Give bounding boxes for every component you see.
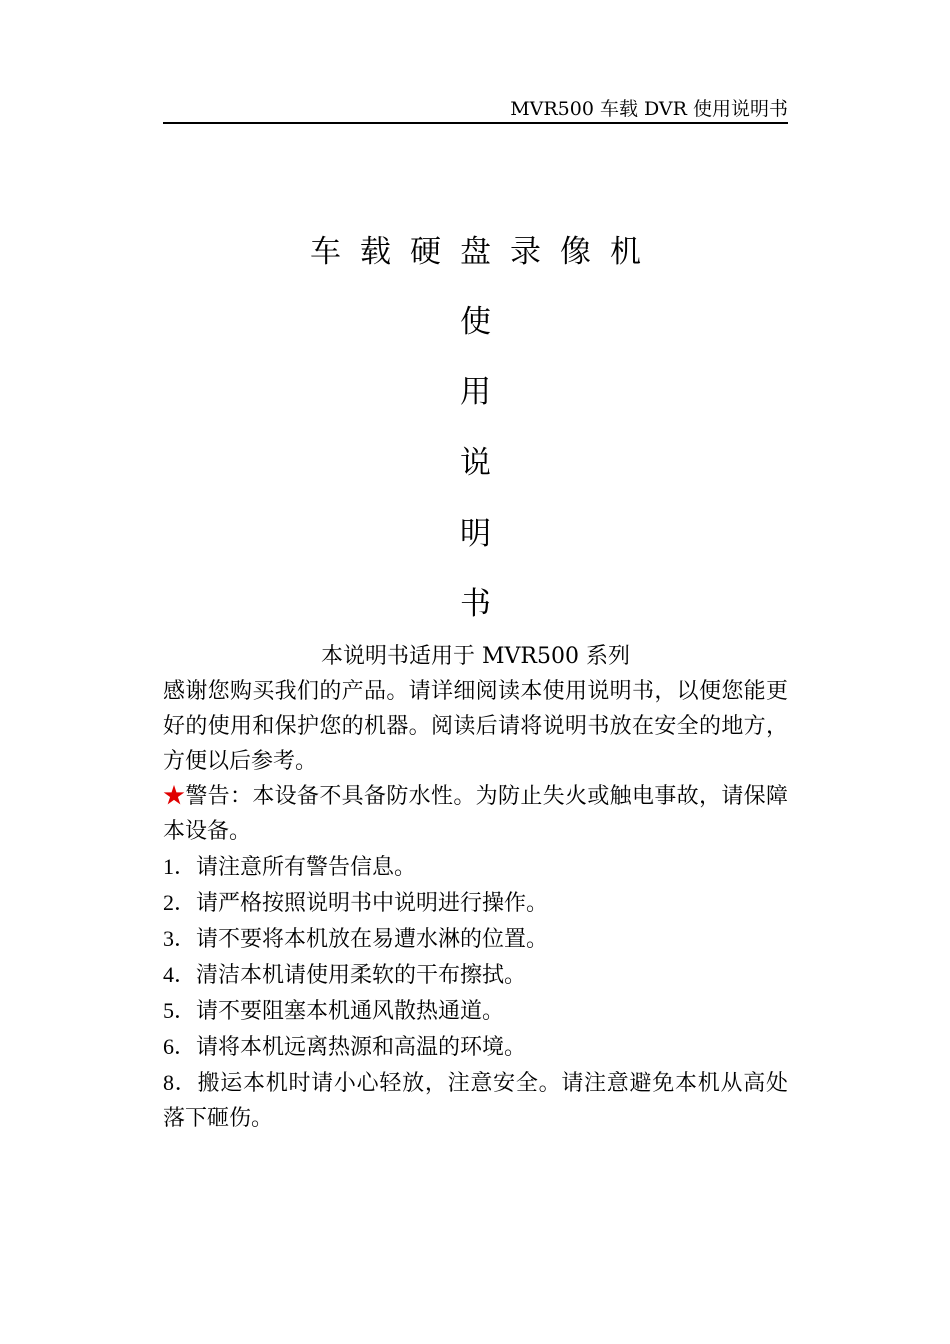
title-char-3: 说 (460, 445, 491, 481)
list-item (163, 957, 788, 993)
list-item-number: 4． (163, 962, 197, 987)
list-item-number: 8． (163, 1070, 198, 1095)
list-item-text: 请不要将本机放在易遭水淋的位置。 (196, 927, 549, 952)
applies-to-line: 本说明书适用于 MVR500 系列 (321, 644, 630, 669)
list-item (163, 885, 788, 921)
title-char-4: 明 (460, 516, 491, 552)
list-item-number: 1． (163, 854, 197, 879)
list-item-text: 请注意所有警告信息。 (196, 855, 417, 880)
list-item-number: 6． (163, 1034, 197, 1059)
title-char-2: 用 (460, 374, 491, 410)
list-item (163, 1065, 788, 1136)
list-item-text: 搬运本机时请小心轻放，注意安全。请注意避免本机从高处落下砸伤。 (163, 1071, 788, 1131)
list-item-number: 3． (163, 926, 197, 951)
list-item-number: 5． (163, 998, 197, 1023)
list-item-text: 清洁本机请使用柔软的干布擦拭。 (196, 963, 527, 988)
warning-text: 警告：本设备不具备防水性。为防止失火或触电事故，请保障本设备。 (163, 784, 788, 844)
warning-paragraph (163, 779, 788, 849)
document-title: 车载硬盘录像机 (310, 234, 660, 270)
title-char-5: 书 (460, 586, 491, 622)
body-text (163, 674, 788, 1136)
star-icon: ★ (163, 784, 186, 809)
page-header (163, 96, 788, 124)
list-item (163, 993, 788, 1029)
header-title: MVR500 车载 DVR 使用说明书 (510, 98, 788, 120)
list-item-text: 请将本机远离热源和高温的环境。 (196, 1035, 527, 1060)
list-item (163, 849, 788, 885)
list-item (163, 1029, 788, 1065)
precaution-list (163, 849, 788, 1136)
list-item-text: 请严格按照说明书中说明进行操作。 (196, 891, 549, 916)
list-item-number: 2． (163, 890, 197, 915)
title-char-1: 使 (460, 304, 491, 340)
list-item (163, 921, 788, 957)
intro-paragraph: 感谢您购买我们的产品。请详细阅读本使用说明书，以便您能更好的使用和保护您的机器。阅读后请将说明书放在安全的地方，方便以后参考。 (163, 679, 788, 774)
list-item-text: 请不要阻塞本机通风散热通道。 (196, 999, 505, 1024)
